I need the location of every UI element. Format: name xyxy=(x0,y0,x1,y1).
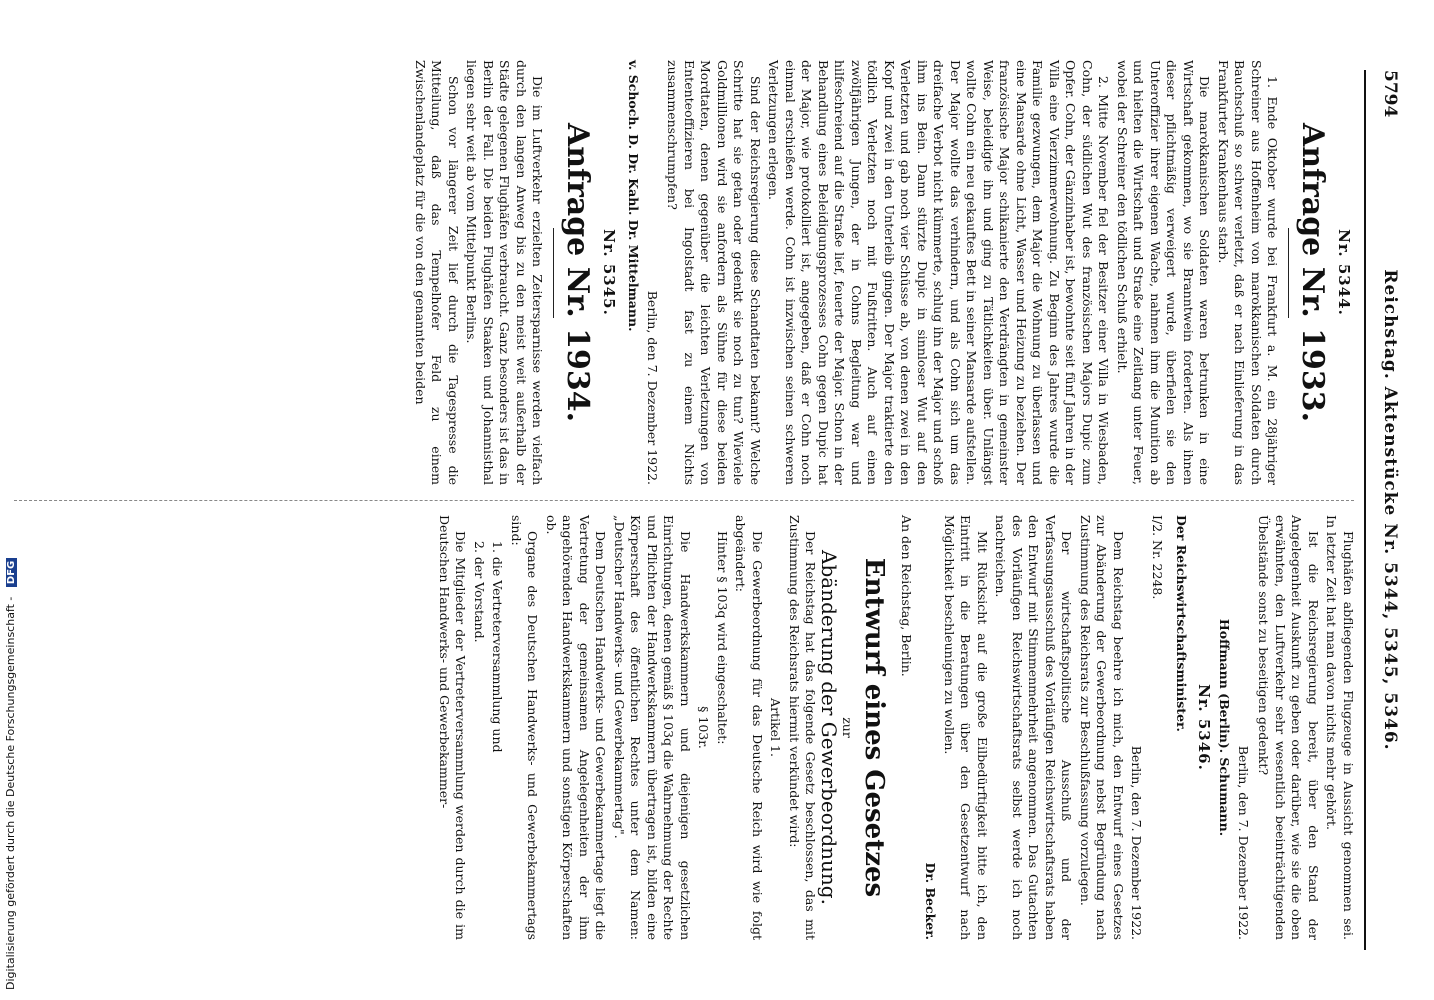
list-item: 1. die Vertreterversammlung und xyxy=(490,541,506,753)
paragraph: Flughäfen abfliegenden Flugzeuge in Aussicht genommen sei. In letzter Zeit hat man davon nichts mehr gehört. xyxy=(1324,515,1356,940)
addressee: An den Reichstag, Berlin. xyxy=(899,515,914,677)
document-number: Nr. 5346. xyxy=(1195,684,1213,771)
paragraph: Die Gewerbeordnung für das Deutsche Reich wird wie folgt abgeändert: xyxy=(733,515,765,940)
bill-subheading: Abänderung der Gewerbeordnung. xyxy=(817,550,841,905)
date-line: Berlin, den 7. Dezember 1922. xyxy=(1236,745,1251,940)
signatories: v. Schoch. D. Dr. Kahl. Dr. Mittelmann. xyxy=(626,60,642,332)
right-column xyxy=(434,515,1357,940)
title-rule xyxy=(1289,228,1290,318)
paragraph: Mit Rücksicht auf die große Eilbedürftigkeit bitte ich, den Eintritt in die Beratungen über den Gesetzentwurf nach Möglichkeit beschleunigen zu wollen. xyxy=(942,515,990,940)
paragraph: Die Mitglieder der Vertreterversammlung werden durch die im Deutschen Handwerks- und Gewerbekammer- xyxy=(437,515,469,940)
paragraph: Der Reichstag hat das folgende Gesetz beschlossen, das mit Zustimmung des Reichsrats hiermit verkündet wird: xyxy=(787,515,819,940)
paragraph: Schon vor längerer Zeit lief durch die Tagespresse die Mitteilung, daß das Tempelhofer Feld zu einem Zwischenlandeplatz für die von den genannten beiden xyxy=(413,60,461,485)
paragraph: Die im Luftverkehr erzielten Zeitersparnisse werden vielfach durch den langen Anweg bis zu den meist weit außerhalb der Städte gelegenen Flughäfen verbraucht. Ganz besonders ist das in Berlin der Fall. Die beiden Flughäfen Staaken und Johannisthal liegen sehr weit ab vom Mittelpunkt Berlins. xyxy=(464,60,546,485)
column-divider xyxy=(14,500,1354,501)
paragraph: Dem Deutschen Handwerks- und Gewerbekammertage liegt die Vertretung der gemeinsamen Angelegenheiten der ihm angehörenden Handwerkskammern und sonstigen Körperschaften ob. xyxy=(544,515,609,940)
inquiry-title: Anfrage Nr. 1933. xyxy=(1295,122,1331,423)
paragraph: Dem Reichstag beehre ich mich, den Entwurf eines Gesetzes zur Abänderung der Gewerbeordnung nebst Begründung nach Zustimmung des Reichsrats zur Beschlußfassung vorzulegen. xyxy=(1078,515,1126,940)
paragraph: Organe des Deutschen Handwerks- und Gewerbekammertags sind: xyxy=(509,515,541,940)
inquiry-title: Anfrage Nr. 1934. xyxy=(560,122,596,423)
ministry-name: Der Reichswirtschaftsminister. xyxy=(1174,515,1190,732)
minister-signature: Dr. Becker. xyxy=(923,862,939,940)
left-column xyxy=(410,60,1357,485)
signatories: Hoffmann (Berlin). Schumann. xyxy=(1217,618,1233,837)
paragraph: 2. Mitte November fiel der Besitzer einer Villa in Wiesbaden, Cohn, der südlichen Wut des französischen Majors Dupic zum Opfer. Cohn, der Gänzinhaber ist, bewohnte seit fünf Jahren in der Villa eine Vierzimmerwohnung. Zu Beginn des Jahres wurde die Familie gezwungen, dem Major die Wohnung zu überlassen und eine Mansarde ohne Licht, Wasser und Heizung zu beziehen. Der französische Major schikanierte den Verdrängten in gemeinster Weise, beleidigte ihn und ging zu Tätlichkeiten über. Unlängst wollte Cohn ein neu gekauftes Bett in seiner Mansarde aufstellen. Der Major wollte das verhindern, und als Cohn sich um das dreifache Verbot nicht kümmerte, schlug ihn der Major und schoß ihm ins Bein. Dann stürzte Dupic in sinnloser Wut auf den Verletzten und gab noch vier Schüsse ab, von denen zwei in den Kopf und zwei in den Unterleib gingen. Der Major traktierte den tödlich Verletzten noch mit Fußtritten. Auch auf einen zwölfjährigen Jungen, der in Cohns Begleitung war und hilfeschreiend auf die Straße lief, feuerte der Major. Schon in der Behandlung eines Beleidigungsprozesses Cohn gegen Dupic hat der Major, wie protokolliert ist, angegeben, daß er Cohn noch einmal erschießen werde. Cohn ist inzwischen seinen schweren Verletzungen erlegen. xyxy=(766,60,1112,485)
paragraph: Hinter § 103q wird eingeschaltet: xyxy=(715,531,730,745)
section-heading: § 103r. xyxy=(696,706,712,749)
paragraph: Ist die Reichsregierung bereit, über den Stand der Angelegenheit Auskunft zu geben oder darüber, wie sie die oben erwähnten, den Luftverkehr sehr wesentlich beeinträchtigenden Übelstände sonst zu beseitigen gedenkt? xyxy=(1256,515,1321,940)
paragraph: 1. Ende Oktober wurde bei Frankfurt a. M. ein 28jähriger Schreiner aus Hoffenheim von marokkanischen Soldaten durch Bauchschuß so schwer verletzt, daß er nach Einlieferung in das Frankfurter Krankenhaus starb. xyxy=(1216,60,1281,485)
bill-heading: Entwurf eines Gesetzes xyxy=(859,557,890,898)
paragraph: Der wirtschaftspolitische Ausschuß und der Verfassungsausschuß des Vorläufigen Reichswirtschaftsrats haben den Entwurf mit Stimmenmehrheit angenommen. Das Gutachten des Vorläufigen Reichswirtschaftsrats selbst werde ich noch nachreichen. xyxy=(993,515,1075,940)
bill-heading-zur: zur xyxy=(840,717,856,738)
date-line: Berlin, den 7. Dezember 1922. xyxy=(1129,745,1145,940)
page-number: 5794 xyxy=(1380,70,1400,118)
title-rule xyxy=(554,228,555,318)
page-header xyxy=(1364,70,1406,950)
paragraph: Die marokkanischen Soldaten waren betrunken in eine Wirtschaft gekommen, wo sie Branntwein forderten. Als ihnen dieser pflichtmäßig verweigert wurde, überfielen sie den Unteroffizier ihrer eigenen Wache, nahmen ihm die Munition ab und hielten die Wirtschaft und Straße eine Zeitlang unter Feuer, wobei der Schreiner den tödlichen Schuß erhielt. xyxy=(1115,60,1213,485)
running-title: Reichstag. Aktenstücke Nr. 5344, 5345, 5346. xyxy=(1380,269,1400,751)
list-item: 2. der Vorstand. xyxy=(472,541,487,643)
reference-number: I/2. Nr. 2248. xyxy=(1150,515,1165,600)
document-number: Nr. 5344. xyxy=(1335,229,1353,316)
date-line: Berlin, den 7. Dezember 1922. xyxy=(645,290,660,485)
article-heading: Artikel 1. xyxy=(768,698,784,757)
dfg-logo: DFG xyxy=(6,558,17,587)
paragraph: Die Handwerkskammern und diejenigen gesetzlichen Einrichtungen, denen gemäß § 103q die Wahrnehmung der Rechte und Pflichten der Handwerkskammern übertragen ist, bilden eine Körperschaft des öffentlichen Rechtes unter dem Namen: „Deutscher Handwerks- und Gewerbekammertag". xyxy=(612,515,693,940)
document-number: Nr. 5345. xyxy=(600,229,618,316)
paragraph: Sind der Reichsregierung diese Schandtaten bekannt? Welche Schritte hat sie getan oder gedenkt sie noch zu tun? Wieviele Goldmillionen wird sie anfordern als Sühne für diese beiden Mordtaten, denen gegenüber die leichten Verletzungen von Ententeoffizieren bei Ingolstadt fast zu einem Nichts zusammenschrumpfen? xyxy=(665,60,763,485)
digitization-note: Digitalisierung gefördert durch die Deutsche Forschungsgemeinschaft - DFG xyxy=(4,10,17,990)
